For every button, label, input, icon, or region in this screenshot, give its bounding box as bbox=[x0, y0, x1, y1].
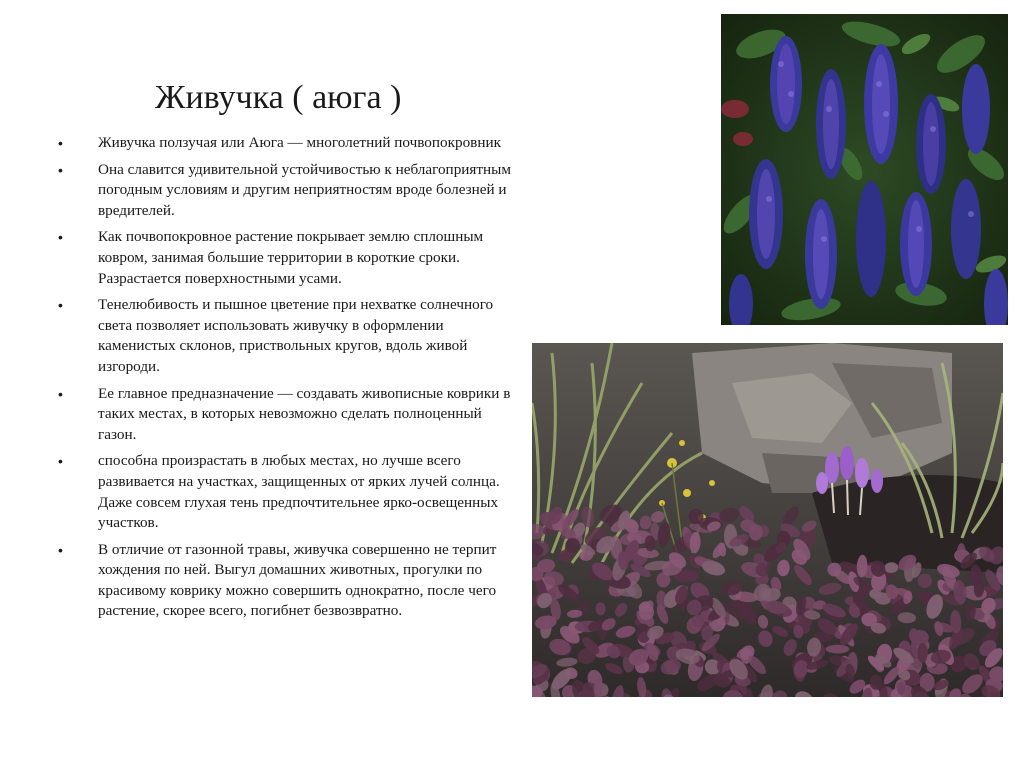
bullet-marker: • bbox=[58, 161, 63, 178]
bullet-marker: • bbox=[58, 541, 63, 558]
bullet-text: способна произрастать в любых местах, но лучше всего развивается на участках, защищенных от ярких лучей солнца. Даже совсем глухая тень предпочтительнее ярко-освещенных участков. bbox=[98, 452, 500, 532]
bullet-list bbox=[58, 133, 520, 628]
bullet-marker: • bbox=[58, 297, 63, 314]
bullet-item bbox=[58, 160, 520, 222]
bullet-item bbox=[58, 451, 520, 533]
ajuga-flowers-photo bbox=[721, 14, 1008, 325]
bullet-text: Как почвопокровное растение покрывает землю сплошным ковром, занимая большие территории в короткие сроки. Разрастается поверхностными усами. bbox=[98, 228, 484, 287]
bullet-text: Ее главное предназначение — создавать живописные коврики в таких местах, в которых невозможно сделать полноценный газон. bbox=[98, 384, 511, 443]
bullet-item bbox=[58, 295, 520, 377]
bullet-marker: • bbox=[58, 453, 63, 470]
bullet-marker: • bbox=[58, 135, 63, 151]
bullet-text: Тенелюбивость и пышное цветение при нехватке солнечного света позволяет использовать живучку в оформлении каменистых склонов, приствольных кругов, вдоль живой изгороди. bbox=[98, 296, 494, 375]
bullet-item bbox=[58, 133, 520, 154]
bullet-text: В отличие от газонной травы, живучка совершенно не терпит хождения по ней. Выгул домашних животных, прогулки по красивому коврику можно совершить однократно, после чего растение, скорее всего, погибнет безвозвратно. bbox=[98, 540, 497, 620]
bullet-text: Живучка ползучая или Аюга — многолетний почвопокровник bbox=[98, 134, 501, 151]
ajuga-groundcover-photo bbox=[532, 343, 1003, 697]
bullet-marker: • bbox=[58, 229, 63, 246]
bullet-marker: • bbox=[58, 385, 63, 402]
slide-title: Живучка ( аюга ) bbox=[155, 79, 402, 116]
bullet-item bbox=[58, 540, 520, 622]
bullet-text: Она славится удивительной устойчивостью к неблагоприятным погодным условиям и другим неприятностям вроде болезней и вредителей. bbox=[98, 160, 511, 219]
bullet-item bbox=[58, 227, 520, 289]
bullet-item bbox=[58, 384, 520, 446]
